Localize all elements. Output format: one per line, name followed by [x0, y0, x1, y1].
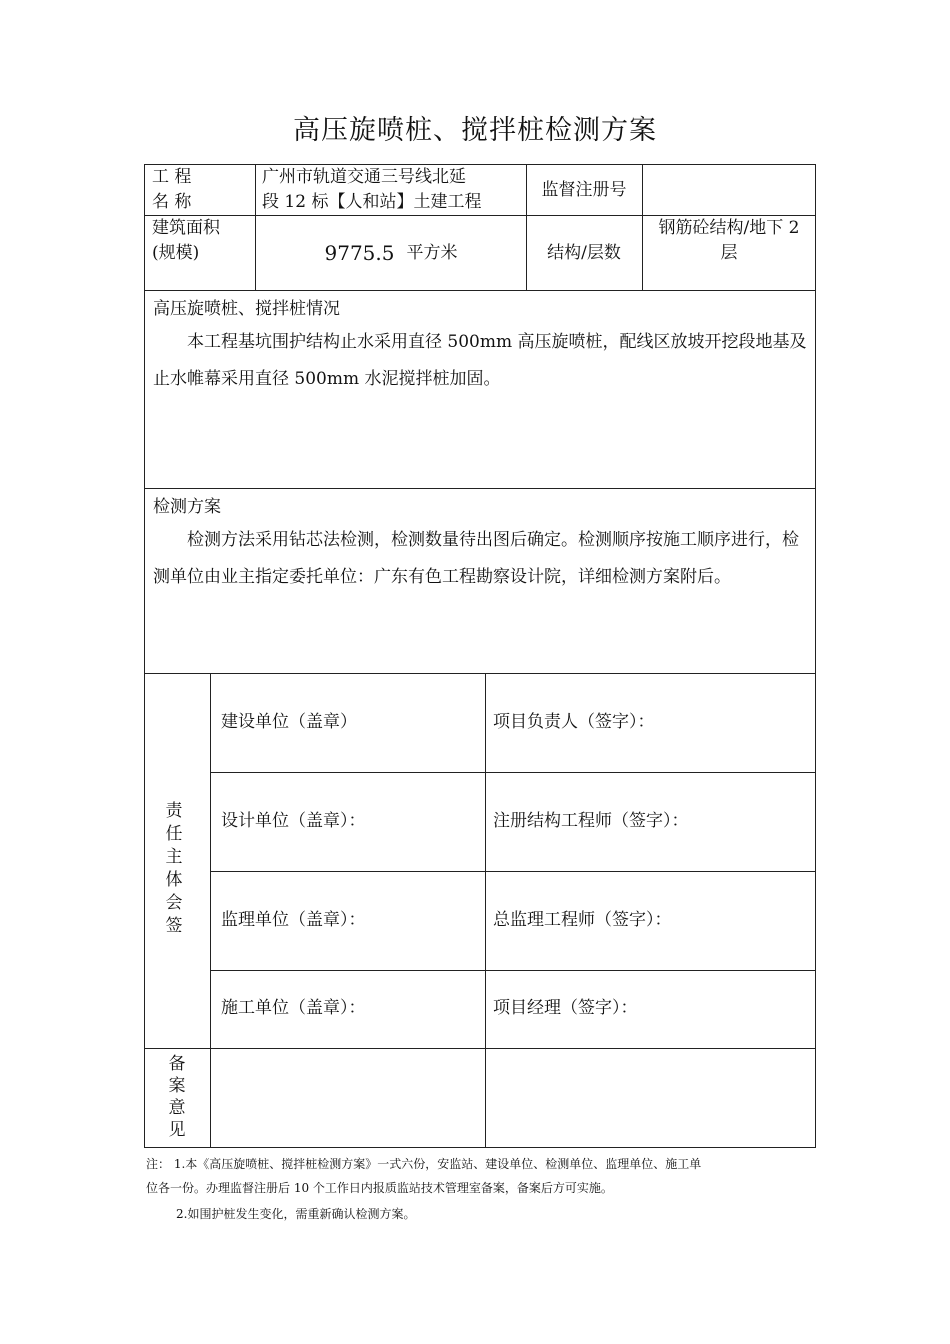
registration-number-label: 监督注册号	[541, 179, 627, 200]
project-name-value: 广州市轨道交通三号线北延 段 12 标【人和站】土建工程	[262, 167, 482, 212]
construction-unit-seal: 建设单位（盖章）	[221, 712, 357, 732]
pile-situation-heading: 高压旋喷桩、搅拌桩情况	[153, 299, 340, 319]
row-divider	[144, 1048, 816, 1049]
column-divider	[210, 673, 211, 1148]
building-area-unit: 平方米	[406, 242, 458, 263]
supervision-unit-seal: 监理单位（盖章）：	[221, 910, 366, 930]
row-divider	[210, 871, 816, 872]
chief-supervisor-signature: 总监理工程师（签字）：	[493, 910, 672, 930]
table-border-bottom	[144, 1147, 816, 1148]
document-title: 高压旋喷桩、搅拌桩检测方案	[293, 115, 657, 146]
structure-floors-label: 结构/层数	[547, 242, 621, 263]
project-manager-signature: 项目经理（签字）：	[493, 998, 638, 1018]
pile-situation-body: 本工程基坑围护结构止水采用直径 500mm 高压旋喷桩，配线区放坡开挖段地基及止水帷幕采用直径 500mm 水泥搅拌桩加固。	[153, 332, 807, 389]
project-leader-signature: 项目负责人（签字）：	[493, 712, 655, 732]
filing-opinion-label: 备 案 意 见	[168, 1054, 186, 1140]
structure-floors-value: 钢筋砼结构/地下 2 层	[658, 218, 800, 263]
row-divider	[210, 772, 816, 773]
footnote-1-line-2: 位各一份。办理监督注册后 10 个工作日内报质监站技术管理室备案，备案后方可实施。	[146, 1181, 613, 1195]
pile-situation-section	[153, 296, 808, 398]
contractor-unit-seal: 施工单位（盖章）：	[221, 998, 366, 1018]
responsible-parties-signoff-label: 责 任 主 体 会 签	[165, 801, 183, 936]
registration-number-value	[648, 165, 814, 215]
row-divider	[144, 673, 816, 674]
row-divider	[210, 970, 816, 971]
inspection-plan-body: 检测方法采用钻芯法检测，检测数量待出图后确定。检测顺序按施工顺序进行，检测单位由业主指定委托单位：广东有色工程勘察设计院，详细检测方案附后。	[153, 530, 799, 587]
project-name-label: 工 程 名 称	[152, 167, 192, 212]
footnote-2: 2.如围护桩发生变化，需重新确认检测方案。	[176, 1207, 416, 1221]
table-border-left	[144, 164, 145, 1148]
inspection-plan-heading: 检测方案	[153, 497, 221, 517]
row-divider	[144, 290, 816, 291]
building-area-value	[256, 216, 526, 290]
row-divider	[144, 488, 816, 489]
footnote-1-line-1: 注： 1.本《高压旋喷桩、搅拌桩检测方案》一式六份，安监站、建设单位、检测单位、监理单位、施工单	[146, 1157, 702, 1171]
structural-engineer-signature: 注册结构工程师（签字）：	[493, 811, 689, 831]
building-area-label: 建筑面积 (规模)	[152, 218, 220, 263]
building-area-number: 9775.5	[324, 240, 395, 265]
design-unit-seal: 设计单位（盖章）：	[221, 811, 366, 831]
table-border-right	[815, 164, 816, 1148]
inspection-plan-section	[153, 494, 808, 596]
column-divider	[485, 673, 486, 1148]
